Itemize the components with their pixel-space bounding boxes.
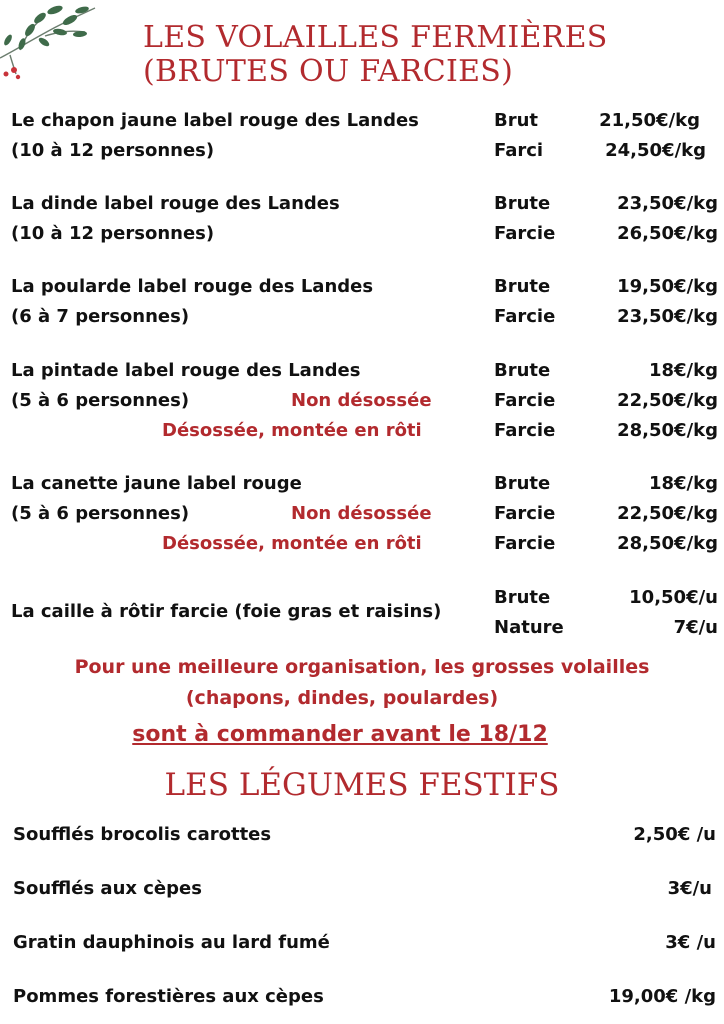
product-name: La caille à rôtir farcie (foie gras et raisins) <box>11 601 442 622</box>
price-label: Farcie <box>494 533 556 554</box>
price-value: 28,50€/kg <box>617 420 718 441</box>
variant-label: Désossée, montée en rôti <box>162 533 422 554</box>
variant-label: Non désossée <box>291 503 432 524</box>
product-name: Soufflés aux cèpes <box>13 878 202 899</box>
section-title: LES LÉGUMES FESTIFS <box>164 767 560 803</box>
product-persons: (10 à 12 personnes) <box>11 140 215 161</box>
notice-deadline: sont à commander avant le 18/12 <box>132 722 548 747</box>
price-value: 18€/kg <box>648 360 718 381</box>
price-label: Nature <box>494 617 564 638</box>
variant-label: Désossée, montée en rôti <box>162 420 422 441</box>
price-value: 18€/kg <box>648 473 718 494</box>
price-value: 26,50€/kg <box>617 223 718 244</box>
product-name: La dinde label rouge des Landes <box>11 193 340 214</box>
price-label: Brute <box>494 473 551 494</box>
product-persons: (6 à 7 personnes) <box>11 306 190 327</box>
price-label: Farcie <box>494 223 556 244</box>
page-title: LES VOLAILLES FERMIÈRES <box>143 20 608 55</box>
product-name: La canette jaune label rouge <box>11 473 302 494</box>
price-label: Brut <box>494 110 539 131</box>
product-name: Le chapon jaune label rouge des Landes <box>11 110 419 131</box>
holly-branch-icon <box>0 0 105 85</box>
price-value: 22,50€/kg <box>617 503 718 524</box>
price-label: Farcie <box>494 503 556 524</box>
price-value: 10,50€/u <box>629 587 718 608</box>
price-value: 22,50€/kg <box>617 390 718 411</box>
product-name: Soufflés brocolis carottes <box>13 824 272 845</box>
product-persons: (10 à 12 personnes) <box>11 223 215 244</box>
price-value: 3€/u <box>667 878 712 899</box>
notice-line: Pour une meilleure organisation, les grosses volailles <box>74 656 650 678</box>
price-label: Brute <box>494 360 551 381</box>
price-value: 23,50€/kg <box>617 193 718 214</box>
product-name: Pommes forestières aux cèpes <box>13 986 324 1007</box>
price-label: Farcie <box>494 420 556 441</box>
price-label: Farci <box>494 140 544 161</box>
variant-label: Non désossée <box>291 390 432 411</box>
price-value: 28,50€/kg <box>617 533 718 554</box>
price-value: 3€ /u <box>665 932 716 953</box>
price-value: 7€/u <box>673 617 718 638</box>
price-label: Farcie <box>494 306 556 327</box>
price-value: 19,50€/kg <box>617 276 718 297</box>
price-label: Farcie <box>494 390 556 411</box>
price-value: 19,00€ /kg <box>608 986 716 1007</box>
product-persons: (5 à 6 personnes) <box>11 503 190 524</box>
price-label: Brute <box>494 587 551 608</box>
price-value: 2,50€ /u <box>633 824 716 845</box>
product-name: La pintade label rouge des Landes <box>11 360 361 381</box>
product-persons: (5 à 6 personnes) <box>11 390 190 411</box>
price-value: 24,50€/kg <box>605 140 706 161</box>
price-value: 21,50€/kg <box>599 110 700 131</box>
price-value: 23,50€/kg <box>617 306 718 327</box>
page-subtitle: (BRUTES OU FARCIES) <box>143 54 514 89</box>
product-name: Gratin dauphinois au lard fumé <box>13 932 330 953</box>
price-label: Brute <box>494 276 551 297</box>
notice-line: (chapons, dindes, poulardes) <box>185 687 499 709</box>
product-name: La poularde label rouge des Landes <box>11 276 374 297</box>
price-label: Brute <box>494 193 551 214</box>
